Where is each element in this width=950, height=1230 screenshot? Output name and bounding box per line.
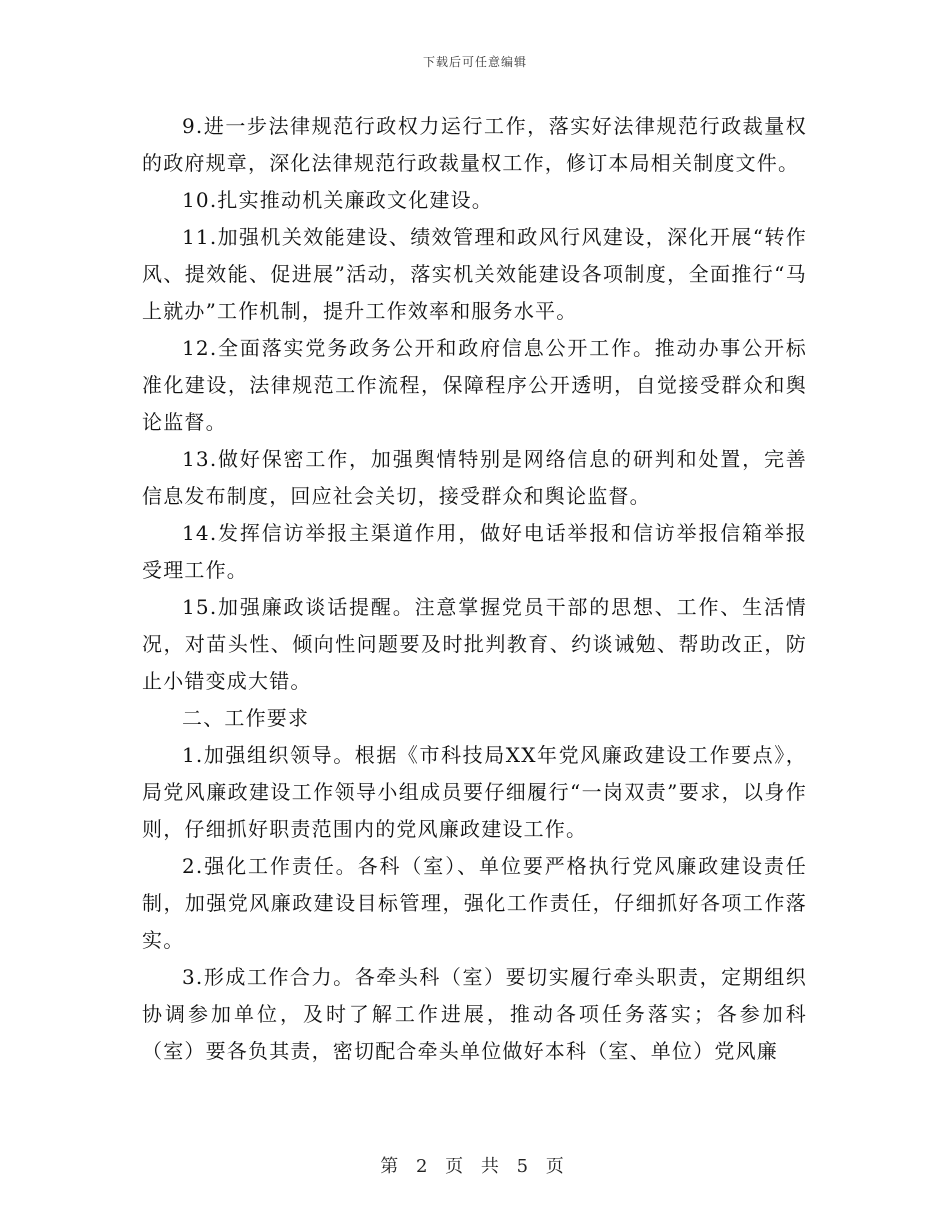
paragraph-item-14: 14.发挥信访举报主渠道作用，做好电话举报和信访举报信箱举报受理工作。 bbox=[142, 521, 807, 582]
requirement-item-2: 2.强化工作责任。各科（室）、单位要严格执行党风廉政建设责任制，加强党风廉政建设目标管理，强化工作责任，仔细抓好各项工作落实。 bbox=[142, 854, 807, 952]
paragraph-item-9: 9.进一步法律规范行政权力运行工作，落实好法律规范行政裁量权的政府规章，深化法律规范行政裁量权工作，修订本局相关制度文件。 bbox=[142, 114, 807, 175]
paragraph-item-12: 12.全面落实党务政务公开和政府信息公开工作。推动办事公开标准化建设，法律规范工作流程，保障程序公开透明，自觉接受群众和舆论监督。 bbox=[142, 336, 807, 434]
requirement-item-1: 1.加强组织领导。根据《市科技局XX年党风廉政建设工作要点》，局党风廉政建设工作领导小组成员要仔细履行“一岗双责”要求，以身作则，仔细抓好职责范围内的党风廉政建设工作。 bbox=[142, 743, 807, 841]
paragraph-item-11: 11.加强机关效能建设、绩效管理和政风行风建设，深化开展“转作风、提效能、促进展”活动，落实机关效能建设各项制度，全面推行“马上就办”工作机制，提升工作效率和服务水平。 bbox=[142, 225, 807, 323]
page-header: 下载后可任意编辑 bbox=[422, 55, 527, 69]
paragraph-item-13: 13.做好保密工作，加强舆情特别是网络信息的研判和处置，完善信息发布制度，回应社会关切，接受群众和舆论监督。 bbox=[142, 447, 807, 508]
paragraph-item-10: 10.扎实推动机关廉政文化建设。 bbox=[182, 188, 494, 212]
paragraph-item-15: 15.加强廉政谈话提醒。注意掌握党员干部的思想、工作、生活情况，对苗头性、倾向性问题要及时批判教育、约谈诫勉、帮助改正，防止小错变成大错。 bbox=[142, 595, 807, 693]
document-body bbox=[142, 108, 807, 1070]
page-number-footer: 第 2 页 共 5 页 bbox=[380, 1156, 570, 1177]
section-heading: 二、工作要求 bbox=[182, 706, 310, 730]
requirement-item-3: 3.形成工作合力。各牵头科（室）要切实履行牵头职责，定期组织协调参加单位，及时了解工作进展，推动各项任务落实；各参加科（室）要各负其责，密切配合牵头单位做好本科（室、单位）党风廉 bbox=[142, 965, 807, 1063]
